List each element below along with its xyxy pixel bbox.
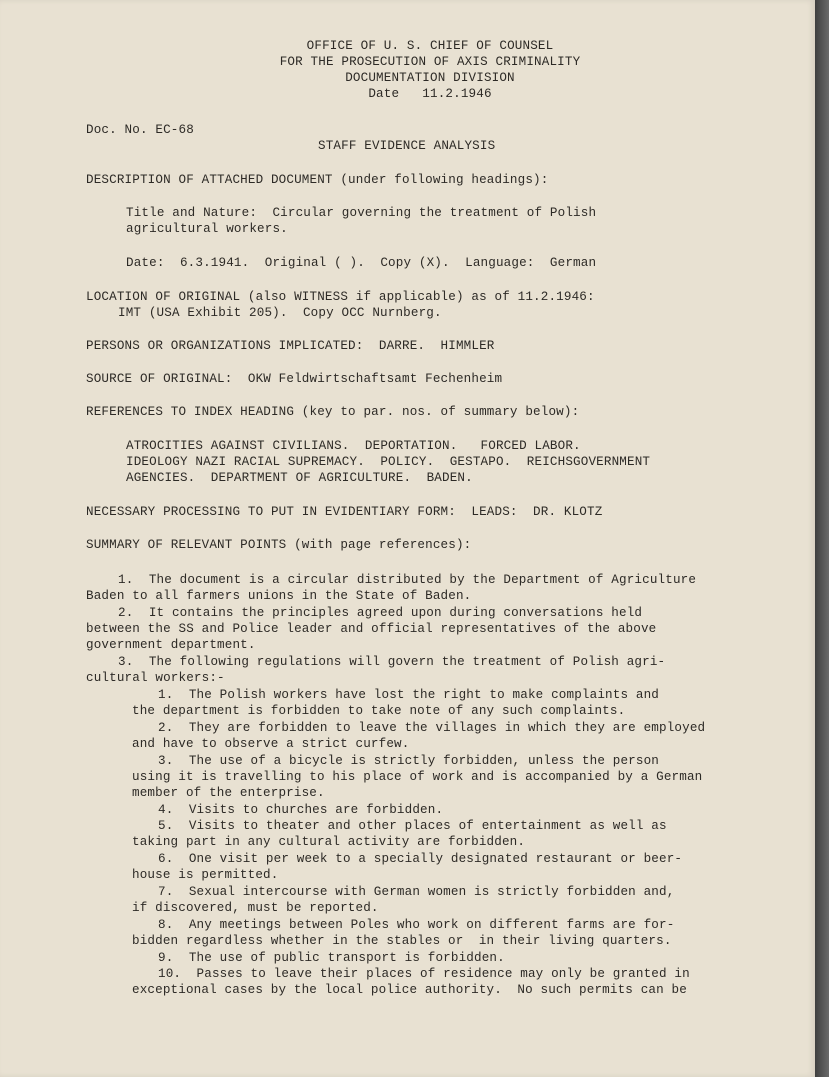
summary-line: Baden to all farmers unions in the State of Baden. [86, 589, 472, 603]
summary-line: using it is travelling to his place of work and is accompanied by a German [132, 770, 703, 784]
summary-line: 6. One visit per week to a specially designated restaurant or beer- [158, 852, 683, 866]
summary-line: taking part in any cultural activity are forbidden. [132, 835, 526, 849]
header-office: OFFICE OF U. S. CHIEF OF COUNSEL [306, 39, 554, 53]
summary-line: 1. The document is a circular distributed by the Department of Agriculture [118, 573, 697, 587]
summary-line: 2. It contains the principles agreed upon during conversations held [118, 606, 643, 620]
summary-line: house is permitted. [132, 868, 279, 882]
summary-line: 9. The use of public transport is forbidden. [158, 951, 505, 965]
location-line-2: IMT (USA Exhibit 205). Copy OCC Nurnberg. [118, 306, 442, 320]
source-of-original: SOURCE OF ORIGINAL: OKW Feldwirtschaftsamt Fechenheim [86, 372, 503, 386]
reference-line-2: IDEOLOGY NAZI RACIAL SUPREMACY. POLICY. GESTAPO. REICHSGOVERNMENT [126, 455, 651, 469]
header-date: Date 11.2.1946 [368, 87, 492, 101]
summary-line: 5. Visits to theater and other places of entertainment as well as [158, 819, 667, 833]
header-prosecution: FOR THE PROSECUTION OF AXIS CRIMINALITY [279, 55, 581, 69]
reference-line-1: ATROCITIES AGAINST CIVILIANS. DEPORTATION. FORCED LABOR. [126, 439, 581, 453]
summary-line: between the SS and Police leader and official representatives of the above [86, 622, 657, 636]
summary-line: 8. Any meetings between Poles who work on different farms are for- [158, 918, 675, 932]
header-division: DOCUMENTATION DIVISION [345, 71, 515, 85]
references-heading: REFERENCES TO INDEX HEADING (key to par. nos. of summary below): [86, 405, 580, 419]
persons-implicated: PERSONS OR ORGANIZATIONS IMPLICATED: DARRE. HIMMLER [86, 339, 495, 353]
title-nature-line-2: agricultural workers. [126, 222, 288, 236]
summary-line: member of the enterprise. [132, 786, 325, 800]
analysis-title: STAFF EVIDENCE ANALYSIS [318, 139, 496, 153]
summary-line: government department. [86, 638, 256, 652]
description-heading: DESCRIPTION OF ATTACHED DOCUMENT (under following headings): [86, 173, 549, 187]
summary-line: 10. Passes to leave their places of residence may only be granted in [158, 967, 690, 981]
summary-line: 3. The use of a bicycle is strictly forbidden, unless the person [158, 754, 659, 768]
summary-line: bidden regardless whether in the stables or in their living quarters. [132, 934, 672, 948]
summary-heading: SUMMARY OF RELEVANT POINTS (with page references): [86, 538, 472, 552]
summary-line: 1. The Polish workers have lost the right to make complaints and [158, 688, 659, 702]
summary-line: exceptional cases by the local police authority. No such permits can be [132, 983, 687, 997]
reference-line-3: AGENCIES. DEPARTMENT OF AGRICULTURE. BADEN. [126, 471, 473, 485]
summary-line: if discovered, must be reported. [132, 901, 379, 915]
processing-line: NECESSARY PROCESSING TO PUT IN EVIDENTIARY FORM: LEADS: DR. KLOTZ [86, 505, 603, 519]
location-line-1: LOCATION OF ORIGINAL (also WITNESS if applicable) as of 11.2.1946: [86, 290, 595, 304]
summary-line: the department is forbidden to take note of any such complaints. [132, 704, 626, 718]
date-language-line: Date: 6.3.1941. Original ( ). Copy (X). Language: German [126, 256, 597, 270]
summary-line: 4. Visits to churches are forbidden. [158, 803, 444, 817]
scan-edge [815, 0, 829, 1077]
summary-line: 3. The following regulations will govern the treatment of Polish agri- [118, 655, 666, 669]
summary-line: cultural workers:- [86, 671, 225, 685]
summary-line: 2. They are forbidden to leave the villages in which they are employed [158, 721, 706, 735]
title-nature-line-1: Title and Nature: Circular governing the treatment of Polish [126, 206, 597, 220]
doc-number: Doc. No. EC-68 [86, 123, 194, 137]
summary-line: and have to observe a strict curfew. [132, 737, 410, 751]
summary-line: 7. Sexual intercourse with German women is strictly forbidden and, [158, 885, 675, 899]
